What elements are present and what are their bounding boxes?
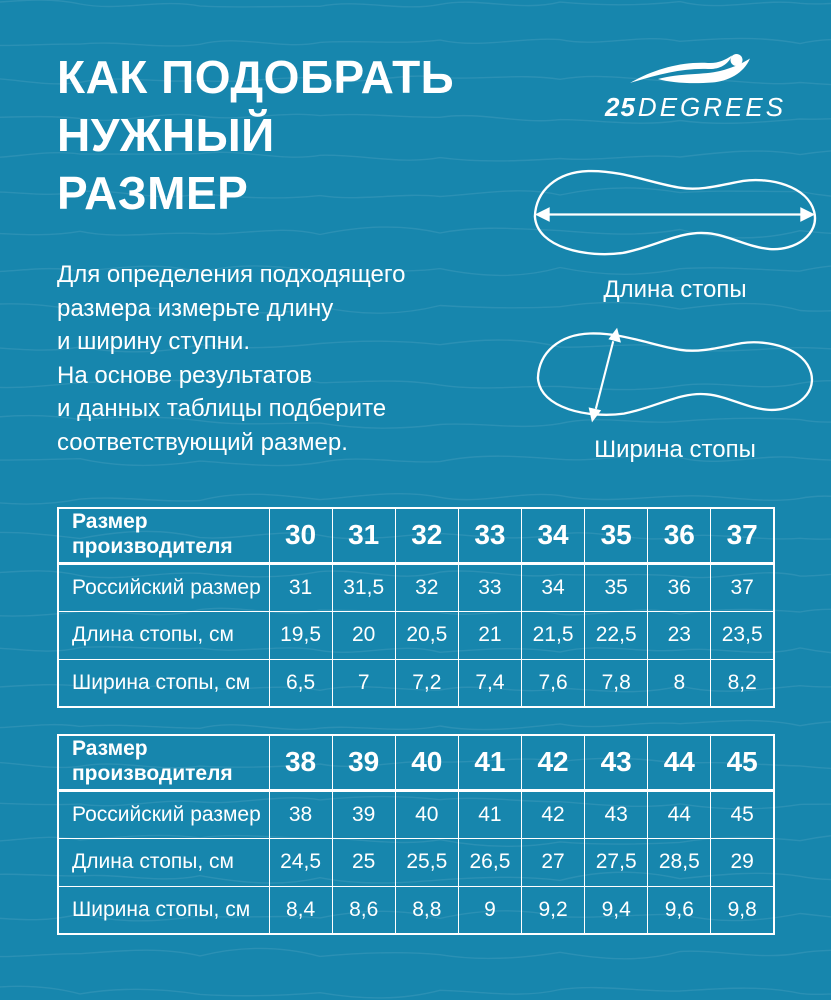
value-cell: 7,4 bbox=[458, 659, 521, 707]
value-cell: 40 bbox=[395, 790, 458, 838]
size-header-cell: 33 bbox=[458, 508, 521, 563]
value-cell: 38 bbox=[269, 790, 332, 838]
value-cell: 36 bbox=[648, 563, 711, 611]
value-cell: 6,5 bbox=[269, 659, 332, 707]
size-header-cell: 40 bbox=[395, 735, 458, 790]
size-header-cell: 42 bbox=[522, 735, 585, 790]
value-cell: 28,5 bbox=[648, 838, 711, 886]
row-label-cell: Ширина стопы, см bbox=[58, 886, 269, 934]
value-cell: 20 bbox=[332, 611, 395, 659]
value-cell: 25 bbox=[332, 838, 395, 886]
value-cell: 39 bbox=[332, 790, 395, 838]
value-cell: 42 bbox=[522, 790, 585, 838]
size-header-cell: 43 bbox=[585, 735, 648, 790]
value-cell: 9,6 bbox=[648, 886, 711, 934]
foot-width-figure bbox=[530, 320, 820, 464]
value-cell: 44 bbox=[648, 790, 711, 838]
table-row bbox=[58, 611, 774, 659]
foot-width-label: Ширина стопы bbox=[594, 436, 756, 463]
table-row bbox=[58, 886, 774, 934]
table-header-label: Размер производителя bbox=[58, 735, 269, 790]
swimmer-icon bbox=[628, 52, 754, 90]
row-label-cell: Длина стопы, см bbox=[58, 611, 269, 659]
value-cell: 24,5 bbox=[269, 838, 332, 886]
table-row bbox=[58, 563, 774, 611]
value-cell: 23,5 bbox=[711, 611, 774, 659]
value-cell: 8,6 bbox=[332, 886, 395, 934]
brand-number: 25 bbox=[605, 92, 636, 122]
row-label-cell: Длина стопы, см bbox=[58, 838, 269, 886]
table-row bbox=[58, 838, 774, 886]
value-cell: 9,8 bbox=[711, 886, 774, 934]
size-header-cell: 39 bbox=[332, 735, 395, 790]
value-cell: 41 bbox=[458, 790, 521, 838]
title-line: НУЖНЫЙ bbox=[57, 109, 275, 161]
intro-line: размера измерьте длину bbox=[57, 294, 334, 322]
value-cell: 8,2 bbox=[711, 659, 774, 707]
value-cell: 45 bbox=[711, 790, 774, 838]
value-cell: 27,5 bbox=[585, 838, 648, 886]
intro-line: и ширину ступни. bbox=[57, 328, 250, 355]
foot-length-figure bbox=[527, 157, 823, 304]
row-label-cell: Российский размер bbox=[58, 563, 269, 611]
width-arrow bbox=[589, 328, 621, 423]
value-cell: 7,2 bbox=[395, 659, 458, 707]
brand-logo bbox=[605, 52, 787, 122]
value-cell: 29 bbox=[711, 838, 774, 886]
value-cell: 25,5 bbox=[395, 838, 458, 886]
value-cell: 26,5 bbox=[458, 838, 521, 886]
size-header-cell: 35 bbox=[585, 508, 648, 563]
foot-outline bbox=[535, 171, 815, 254]
value-cell: 20,5 bbox=[395, 611, 458, 659]
size-header-cell: 37 bbox=[711, 508, 774, 563]
foot-outline bbox=[538, 333, 812, 414]
title-line: РАЗМЕР bbox=[57, 167, 249, 219]
value-cell: 37 bbox=[711, 563, 774, 611]
size-header-cell: 36 bbox=[648, 508, 711, 563]
size-header-cell: 44 bbox=[648, 735, 711, 790]
value-cell: 22,5 bbox=[585, 611, 648, 659]
size-table-38-45 bbox=[57, 734, 775, 935]
value-cell: 27 bbox=[522, 838, 585, 886]
value-cell: 8,8 bbox=[395, 886, 458, 934]
value-cell: 33 bbox=[458, 563, 521, 611]
size-header-cell: 45 bbox=[711, 735, 774, 790]
table-header-label: Размер производителя bbox=[58, 508, 269, 563]
intro-text bbox=[57, 258, 497, 459]
table-row bbox=[58, 790, 774, 838]
value-cell: 9 bbox=[458, 886, 521, 934]
intro-line: Для определения подходящего bbox=[57, 261, 406, 288]
intro-line: соответствующий размер. bbox=[57, 428, 348, 456]
value-cell: 8 bbox=[648, 659, 711, 707]
value-cell: 21 bbox=[458, 611, 521, 659]
value-cell: 23 bbox=[648, 611, 711, 659]
size-header-cell: 41 bbox=[458, 735, 521, 790]
foot-length-diagram bbox=[527, 157, 823, 271]
value-cell: 19,5 bbox=[269, 611, 332, 659]
intro-line: На основе результатов bbox=[57, 361, 313, 389]
table-row bbox=[58, 659, 774, 707]
title-line: КАК ПОДОБРАТЬ bbox=[57, 51, 455, 103]
value-cell: 7,8 bbox=[585, 659, 648, 707]
size-header-cell: 30 bbox=[269, 508, 332, 563]
length-arrow bbox=[535, 207, 815, 222]
size-header-cell: 32 bbox=[395, 508, 458, 563]
value-cell: 7,6 bbox=[522, 659, 585, 707]
intro-line: и данных таблицы подберите bbox=[57, 395, 387, 422]
brand-name: DEGREES bbox=[637, 92, 787, 122]
foot-width-diagram bbox=[530, 320, 820, 431]
size-header-cell: 34 bbox=[522, 508, 585, 563]
value-cell: 34 bbox=[522, 563, 585, 611]
value-cell: 9,2 bbox=[522, 886, 585, 934]
value-cell: 21,5 bbox=[522, 611, 585, 659]
page-title bbox=[57, 48, 454, 222]
value-cell: 8,4 bbox=[269, 886, 332, 934]
value-cell: 35 bbox=[585, 563, 648, 611]
size-header-cell: 38 bbox=[269, 735, 332, 790]
value-cell: 31 bbox=[269, 563, 332, 611]
value-cell: 31,5 bbox=[332, 563, 395, 611]
foot-length-label: Длина стопы bbox=[603, 276, 747, 303]
brand-wordmark bbox=[605, 92, 787, 122]
value-cell: 32 bbox=[395, 563, 458, 611]
value-cell: 9,4 bbox=[585, 886, 648, 934]
size-table-30-37 bbox=[57, 507, 775, 708]
value-cell: 7 bbox=[332, 659, 395, 707]
row-label-cell: Ширина стопы, см bbox=[58, 659, 269, 707]
row-label-cell: Российский размер bbox=[58, 790, 269, 838]
size-header-cell: 31 bbox=[332, 508, 395, 563]
value-cell: 43 bbox=[585, 790, 648, 838]
